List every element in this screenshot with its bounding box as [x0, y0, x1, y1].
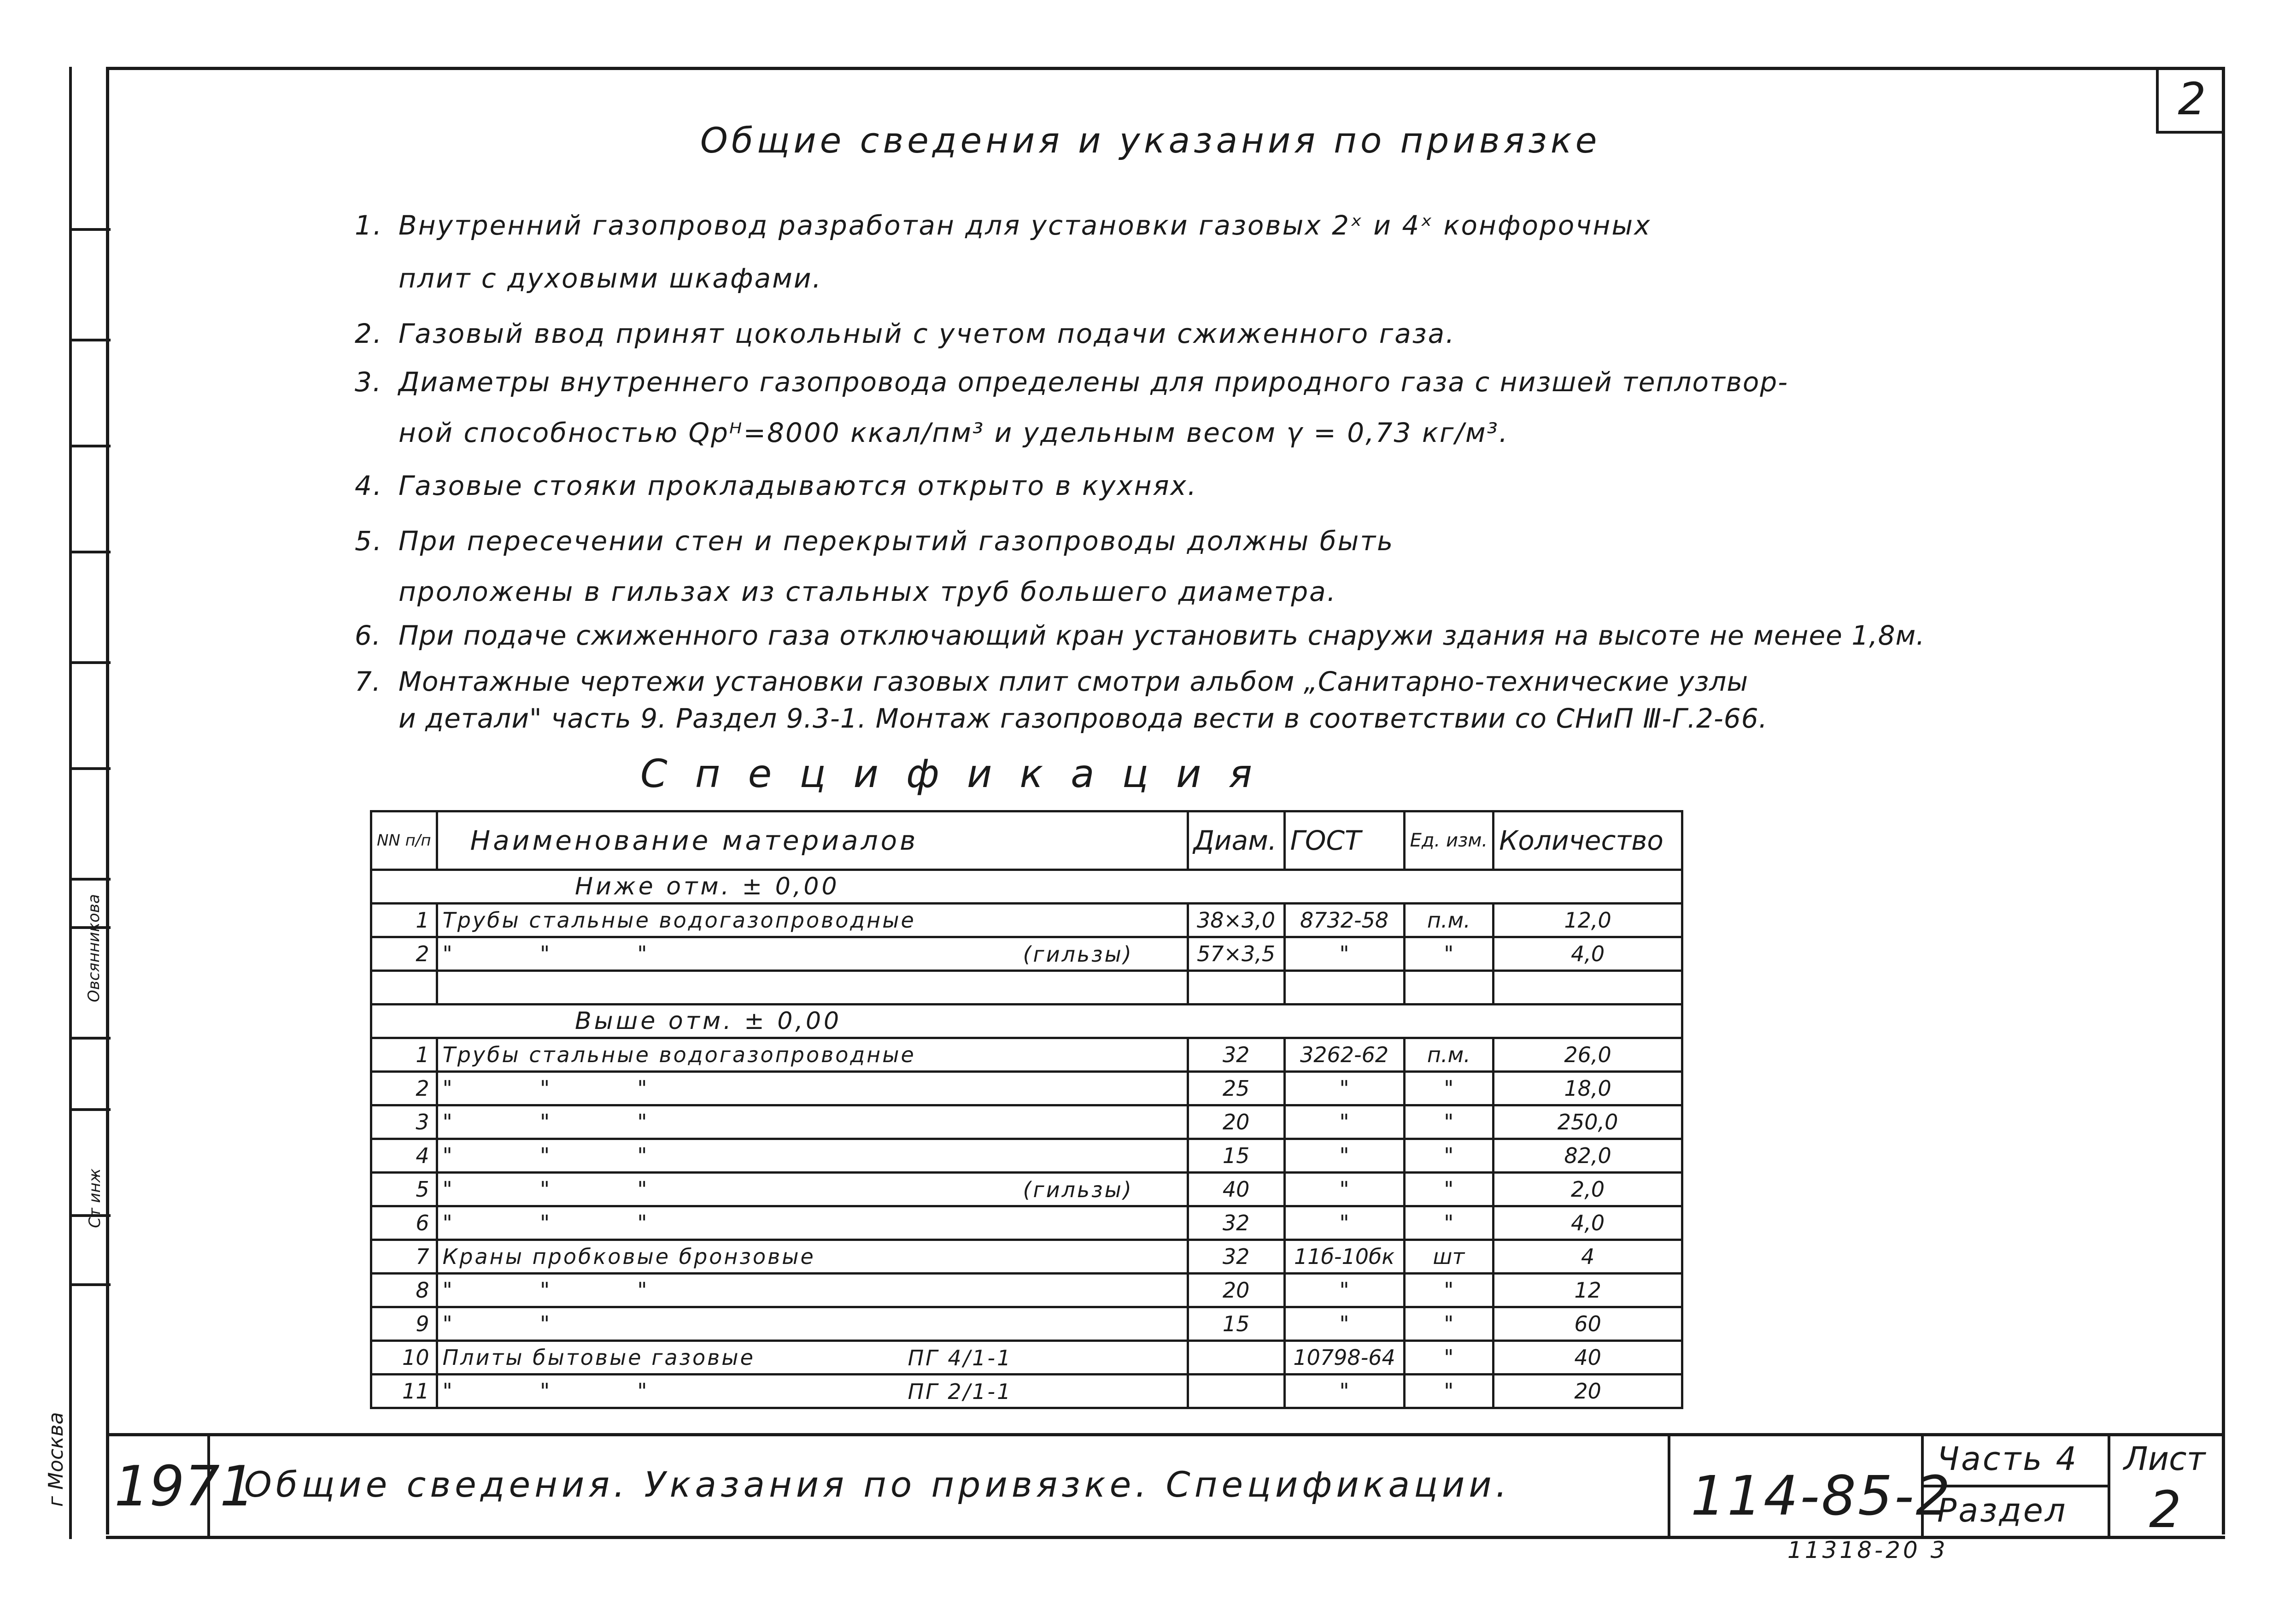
- cell-num: 8: [371, 1274, 437, 1307]
- cell-gost: ": [1284, 937, 1404, 971]
- bottom-code: 11318-20 3: [1787, 1537, 1948, 1563]
- cell-name: [437, 1173, 1188, 1206]
- cell-name-note: ПГ 4/1-1: [908, 1346, 1013, 1370]
- cell-unit: п.м.: [1404, 904, 1494, 937]
- cell-name-note: (гильзы): [1023, 942, 1133, 967]
- table-row: [371, 1173, 1682, 1206]
- strip-tick: [69, 1037, 111, 1040]
- cell-num: 10: [371, 1341, 437, 1375]
- strip-tick: [69, 1283, 111, 1286]
- cell-name-note: ПГ 2/1-1: [908, 1379, 1013, 1404]
- tb-sheet-number: 2: [2149, 1480, 2181, 1539]
- spec-title: Спецификация: [640, 751, 1280, 796]
- cell-unit: ": [1404, 1307, 1494, 1341]
- note-5-line-1: [355, 525, 1394, 557]
- table-row: [371, 1307, 1682, 1341]
- header-qty: Количество: [1494, 811, 1682, 870]
- note-6: [355, 620, 1925, 651]
- cell-qty: [1494, 971, 1682, 1005]
- cell-qty: 12,0: [1494, 904, 1682, 937]
- strip-tick: [69, 661, 111, 664]
- cell-diam: 20: [1188, 1105, 1284, 1139]
- tb-caption: Общие сведения. Указания по привязке. Спецификации.: [244, 1464, 1511, 1505]
- tb-divider: [2108, 1436, 2110, 1536]
- cell-unit: [1404, 971, 1494, 1005]
- spec-header-row: [371, 811, 1682, 870]
- cell-name-text: " " ": [442, 941, 649, 966]
- cell-qty: 18,0: [1494, 1072, 1682, 1105]
- cell-gost: 11б-10бк: [1284, 1240, 1404, 1274]
- note-5-line-2: проложены в гильзах из стальных труб большего диаметра.: [398, 576, 1337, 607]
- cell-gost: 8732-58: [1284, 904, 1404, 937]
- cell-name-text: " " ": [442, 1278, 649, 1303]
- cell-diam: 25: [1188, 1072, 1284, 1105]
- header-unit: Ед. изм.: [1404, 811, 1494, 870]
- sheet-number-box: [2156, 67, 2225, 134]
- cell-num: [371, 971, 437, 1005]
- cell-qty: 4: [1494, 1240, 1682, 1274]
- cell-name: [437, 1341, 1188, 1375]
- cell-name-text: Трубы стальные водогазопроводные: [442, 908, 916, 933]
- note-1-line-1: [355, 210, 1652, 241]
- tb-sheet-label: Лист: [2124, 1440, 2206, 1478]
- cell-diam: 40: [1188, 1173, 1284, 1206]
- cell-qty: 2,0: [1494, 1173, 1682, 1206]
- note-text: Газовые стояки прокладываются открыто в кухнях.: [398, 470, 1198, 501]
- cell-name: [437, 1274, 1188, 1307]
- note-number: 5.: [355, 525, 383, 557]
- strip-tick: [69, 878, 111, 881]
- cell-name-text: " " ": [442, 1379, 649, 1404]
- cell-gost: 3262-62: [1284, 1038, 1404, 1072]
- cell-name-text: Трубы стальные водогазопроводные: [442, 1042, 916, 1067]
- cell-qty: 60: [1494, 1307, 1682, 1341]
- cell-qty: 250,0: [1494, 1105, 1682, 1139]
- cell-diam: 57×3,5: [1188, 937, 1284, 971]
- cell-diam: 15: [1188, 1139, 1284, 1173]
- spec-section-label: Ниже отм. ± 0,00: [371, 870, 1682, 904]
- cell-name: [437, 937, 1188, 971]
- table-row: [371, 1274, 1682, 1307]
- cell-qty: 4,0: [1494, 1206, 1682, 1240]
- cell-gost: ": [1284, 1206, 1404, 1240]
- table-row: [371, 1375, 1682, 1408]
- cell-name: [437, 904, 1188, 937]
- cell-qty: 26,0: [1494, 1038, 1682, 1072]
- cell-num: 2: [371, 937, 437, 971]
- cell-name-text: Плиты бытовые газовые: [442, 1345, 755, 1370]
- spec-section-row: [371, 1005, 1682, 1038]
- cell-diam: 32: [1188, 1240, 1284, 1274]
- note-number: 4.: [355, 470, 383, 501]
- table-row: [371, 1038, 1682, 1072]
- cell-name: [437, 1375, 1188, 1408]
- cell-unit: ": [1404, 1139, 1494, 1173]
- note-text: При пересечении стен и перекрытий газопроводы должны быть: [398, 525, 1394, 557]
- cell-gost: ": [1284, 1307, 1404, 1341]
- cell-unit: ": [1404, 1173, 1494, 1206]
- strip-name: Овсянникова: [85, 894, 103, 1002]
- cell-name: [437, 1240, 1188, 1274]
- note-1-line-2: плит с духовыми шкафами.: [398, 263, 822, 294]
- binding-strip: [44, 67, 108, 1539]
- note-text: Диаметры внутреннего газопровода определены для природного газа с низшей теплотвор-: [398, 366, 1789, 398]
- tb-year: 1971: [114, 1455, 255, 1519]
- table-row: [371, 1105, 1682, 1139]
- header-gost: ГОСТ: [1284, 811, 1404, 870]
- strip-city: г Москва: [44, 1412, 68, 1507]
- strip-tick: [69, 228, 111, 231]
- cell-qty: 20: [1494, 1375, 1682, 1408]
- cell-qty: 12: [1494, 1274, 1682, 1307]
- cell-diam: [1188, 1375, 1284, 1408]
- cell-qty: 4,0: [1494, 937, 1682, 971]
- cell-name: [437, 1038, 1188, 1072]
- strip-tick: [69, 1108, 111, 1111]
- table-row: [371, 1206, 1682, 1240]
- cell-unit: ": [1404, 1375, 1494, 1408]
- header-name: Наименование материалов: [437, 811, 1188, 870]
- table-row: [371, 1341, 1682, 1375]
- cell-diam: 20: [1188, 1274, 1284, 1307]
- cell-num: 1: [371, 1038, 437, 1072]
- cell-name: [437, 1105, 1188, 1139]
- sheet-number: 2: [2178, 73, 2206, 125]
- cell-unit: ": [1404, 1274, 1494, 1307]
- cell-name: [437, 1139, 1188, 1173]
- note-number: 2.: [355, 318, 383, 349]
- cell-num: 6: [371, 1206, 437, 1240]
- note-text: Монтажные чертежи установки газовых плит смотри альбом „Санитарно-технические узлы: [398, 666, 1749, 697]
- cell-gost: ": [1284, 1274, 1404, 1307]
- note-number: 6.: [355, 620, 381, 651]
- cell-unit: ": [1404, 1105, 1494, 1139]
- cell-name: [437, 1072, 1188, 1105]
- cell-unit: ": [1404, 937, 1494, 971]
- cell-num: 1: [371, 904, 437, 937]
- table-row: [371, 937, 1682, 971]
- table-row: [371, 1072, 1682, 1105]
- cell-name-text: " " ": [442, 1143, 649, 1168]
- cell-name: [437, 1206, 1188, 1240]
- note-number: 7.: [355, 666, 381, 697]
- cell-diam: 32: [1188, 1206, 1284, 1240]
- cell-num: 7: [371, 1240, 437, 1274]
- cell-diam: 15: [1188, 1307, 1284, 1341]
- note-4: [355, 470, 1197, 501]
- note-number: 1.: [355, 210, 383, 241]
- note-3-line-1: [355, 366, 1788, 398]
- cell-unit: шт: [1404, 1240, 1494, 1274]
- note-number: 3.: [355, 366, 382, 398]
- cell-unit: ": [1404, 1341, 1494, 1375]
- cell-name-text: " " ": [442, 1110, 649, 1134]
- cell-gost: ": [1284, 1139, 1404, 1173]
- cell-unit: ": [1404, 1072, 1494, 1105]
- table-row: [371, 1240, 1682, 1274]
- cell-gost: ": [1284, 1375, 1404, 1408]
- cell-unit: п.м.: [1404, 1038, 1494, 1072]
- cell-diam: 32: [1188, 1038, 1284, 1072]
- tb-part: Часть 4: [1937, 1440, 2079, 1478]
- table-row: [371, 904, 1682, 937]
- cell-diam: [1188, 971, 1284, 1005]
- cell-num: 9: [371, 1307, 437, 1341]
- cell-qty: 82,0: [1494, 1139, 1682, 1173]
- cell-qty: 40: [1494, 1341, 1682, 1375]
- cell-num: 3: [371, 1105, 437, 1139]
- tb-divider: [1668, 1436, 1670, 1536]
- tb-section: Раздел: [1937, 1492, 2068, 1529]
- strip-tick: [69, 339, 111, 341]
- cell-gost: ": [1284, 1072, 1404, 1105]
- cell-name-text: " ": [442, 1311, 552, 1336]
- note-text: Газовый ввод принят цокольный с учетом подачи сжиженного газа.: [398, 318, 1456, 349]
- note-2: [355, 318, 1456, 349]
- title-block: [106, 1433, 2225, 1539]
- spec-table: [370, 810, 1683, 1409]
- cell-name-text: " " ": [442, 1177, 649, 1202]
- strip-tick: [69, 551, 111, 553]
- cell-name: [437, 1307, 1188, 1341]
- note-text: При подаче сжиженного газа отключающий кран установить снаружи здания на высоте не менее 1,8м.: [398, 620, 1925, 651]
- header-diam: Диам.: [1188, 811, 1284, 870]
- note-3-line-2: ной способностью Qрᴴ=8000 ккал/пм³ и удельным весом γ = 0,73 кг/м³.: [398, 417, 1509, 448]
- header-num: NN п/п: [371, 811, 437, 870]
- note-7-line-2: и детали" часть 9. Раздел 9.3-1. Монтаж газопровода вести в соответствии со СНиП Ⅲ-Г.2-66.: [398, 703, 1768, 734]
- cell-num: 4: [371, 1139, 437, 1173]
- strip-tick: [69, 445, 111, 447]
- cell-diam: 38×3,0: [1188, 904, 1284, 937]
- spec-body: [371, 870, 1682, 1408]
- cell-num: 5: [371, 1173, 437, 1206]
- cell-gost: ": [1284, 1173, 1404, 1206]
- cell-name-text: " " ": [442, 1076, 649, 1101]
- spec-section-label: Выше отм. ± 0,00: [371, 1005, 1682, 1038]
- cell-num: 2: [371, 1072, 437, 1105]
- tb-code: 114-85-2: [1691, 1464, 1952, 1528]
- cell-gost: ": [1284, 1105, 1404, 1139]
- note-text: Внутренний газопровод разработан для установки газовых 2ˣ и 4ˣ конфорочных: [398, 210, 1652, 241]
- note-7-line-1: [355, 666, 1748, 697]
- cell-gost: [1284, 971, 1404, 1005]
- strip-role: Ст инж: [86, 1168, 104, 1228]
- cell-name-text: " " ": [442, 1211, 649, 1235]
- cell-unit: ": [1404, 1206, 1494, 1240]
- cell-name-text: Краны пробковые бронзовые: [442, 1244, 815, 1269]
- table-row: [371, 1139, 1682, 1173]
- spec-section-row: [371, 870, 1682, 904]
- cell-diam: [1188, 1341, 1284, 1375]
- cell-name-note: (гильзы): [1023, 1177, 1133, 1202]
- cell-gost: 10798-64: [1284, 1341, 1404, 1375]
- page-title: Общие сведения и указания по привязке: [700, 120, 1601, 161]
- cell-name: [437, 971, 1188, 1005]
- strip-tick: [69, 767, 111, 770]
- cell-num: 11: [371, 1375, 437, 1408]
- table-row: [371, 971, 1682, 1005]
